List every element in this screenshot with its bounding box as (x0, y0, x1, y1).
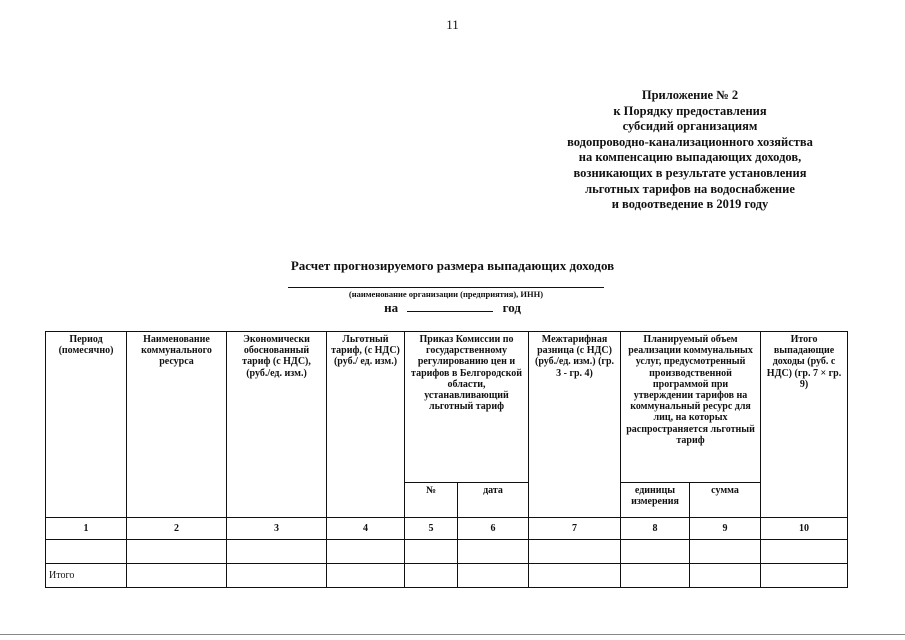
table-cell (621, 540, 690, 564)
column-number: 6 (458, 518, 529, 540)
column-number: 5 (405, 518, 458, 540)
table-cell (458, 540, 529, 564)
table-cell (529, 540, 621, 564)
appendix-line: водопроводно-канализационного хозяйства (567, 134, 813, 149)
header-econ-tariff: Экономически обоснованный тариф (с НДС), (руб./ед. изм.) (227, 332, 327, 518)
page-number: 11 (446, 17, 459, 32)
subheader-volume-unit: единицы измерения (621, 483, 690, 518)
table-cell (405, 540, 458, 564)
subheader-volume-sum: сумма (690, 483, 761, 518)
organization-name-line (288, 287, 604, 288)
appendix-line: возникающих в результате установления (573, 165, 807, 180)
column-number-row (46, 518, 848, 540)
subheader-order-number: № (405, 483, 458, 518)
table-cell (405, 564, 458, 588)
table-cell (761, 564, 848, 588)
table-cell (621, 564, 690, 588)
subheader-order-date: дата (458, 483, 529, 518)
table-cell (127, 540, 227, 564)
appendix-line: к Порядку предоставления (613, 103, 767, 118)
year-blank-line (407, 300, 493, 312)
table-cell (761, 540, 848, 564)
appendix-line: Приложение № 2 (641, 88, 739, 102)
table-cell (227, 540, 327, 564)
column-number: 9 (690, 518, 761, 540)
appendix-line: на компенсацию выпадающих доходов, (578, 150, 802, 165)
column-number: 7 (529, 518, 621, 540)
table-cell (458, 564, 529, 588)
column-number: 2 (127, 518, 227, 540)
table-cell (327, 540, 405, 564)
page-bottom-rule (0, 634, 905, 635)
table-row-total (46, 564, 848, 588)
column-number: 1 (46, 518, 127, 540)
header-diff: Межтарифная разница (с НДС) (руб./ед. изм.) (гр. 3 - гр. 4) (529, 332, 621, 518)
column-number: 10 (761, 518, 848, 540)
table-cell (690, 564, 761, 588)
appendix-line: льготных тарифов на водоснабжение (585, 181, 795, 196)
appendix-header (520, 88, 860, 213)
year-prefix: на (384, 300, 399, 315)
total-label: Итого (46, 564, 127, 588)
column-number: 3 (227, 518, 327, 540)
header-pref-tariff: Льготный тариф, (с НДС) (руб./ ед. изм.) (327, 332, 405, 518)
table-cell (690, 540, 761, 564)
year-row (0, 300, 905, 316)
column-number: 8 (621, 518, 690, 540)
document-title: Расчет прогнозируемого размера выпадающих доходов (290, 258, 615, 273)
table-row-empty (46, 540, 848, 564)
table-cell (46, 540, 127, 564)
table-cell (127, 564, 227, 588)
header-period: Период (помесячно) (46, 332, 127, 518)
table-cell (227, 564, 327, 588)
header-row (46, 332, 848, 483)
header-volume: Планируемый объем реализации коммунальных услуг, предусмотренный производственной программой при утверждении тарифов на коммунальный ресурс для лиц, на которых распространяется льготный тариф (621, 332, 761, 483)
table-cell (529, 564, 621, 588)
appendix-line: субсидий организациям (622, 119, 758, 134)
table-cell (327, 564, 405, 588)
organization-caption: (наименование организации (предприятия), ИНН) (348, 289, 544, 299)
year-suffix: год (502, 300, 521, 315)
column-number: 4 (327, 518, 405, 540)
header-resource: Наименование коммунального ресурса (127, 332, 227, 518)
header-total: Итого выпадающие доходы (руб. с НДС) (гр. 7 × гр. 9) (761, 332, 848, 518)
header-order: Приказ Комиссии по государственному регулированию цен и тарифов в Белгородской области, устанавливающий льготный тариф (405, 332, 529, 483)
appendix-line: и водоотведение в 2019 году (611, 197, 769, 212)
lost-income-table (45, 331, 848, 588)
